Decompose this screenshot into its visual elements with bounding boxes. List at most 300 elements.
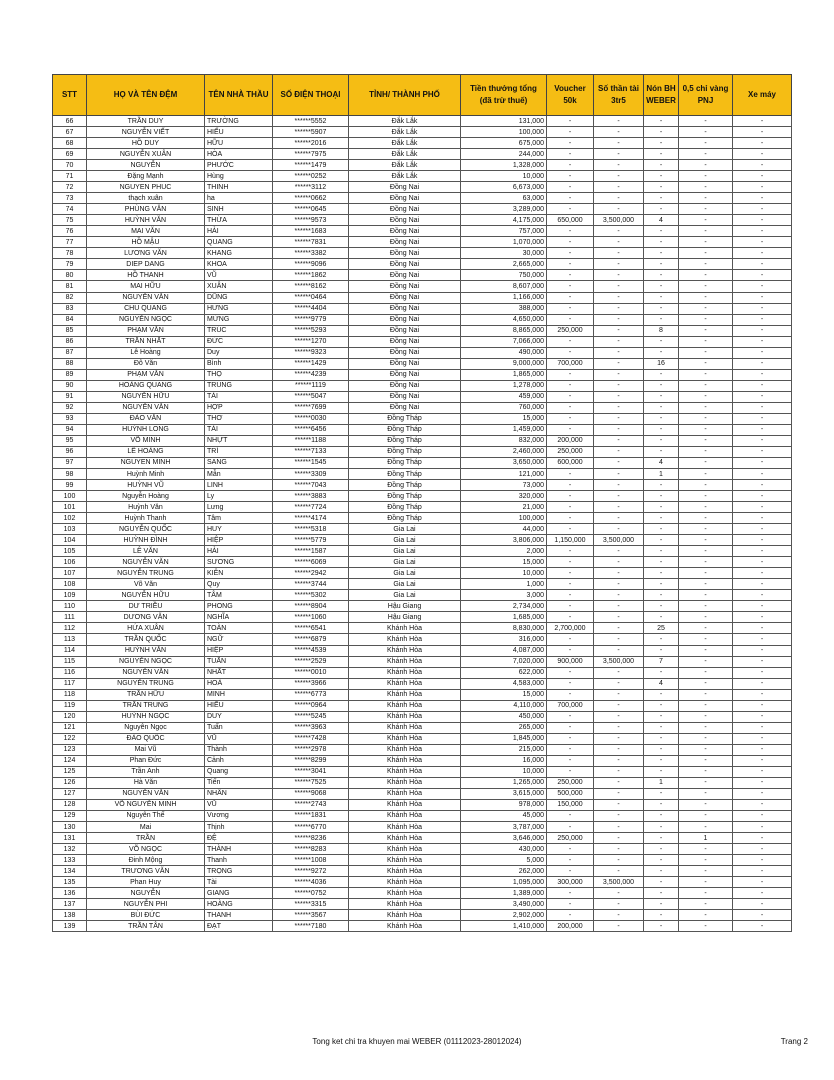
cell-name: TRẦN HỮU	[87, 689, 205, 700]
cell-motorbike: -	[733, 844, 792, 855]
cell-hat: -	[644, 788, 679, 799]
cell-province: Đồng Nai	[349, 369, 461, 380]
cell-stt: 82	[53, 292, 87, 303]
cell-total: 8,830,000	[461, 623, 547, 634]
cell-gold: -	[679, 524, 733, 535]
cell-total: 450,000	[461, 711, 547, 722]
cell-total: 3,289,000	[461, 204, 547, 215]
cell-voucher: -	[547, 722, 594, 733]
cell-gold: -	[679, 435, 733, 446]
cell-contractor: NHỰT	[205, 435, 273, 446]
cell-contractor: HOÀNG	[205, 899, 273, 910]
cell-name: Huỳnh Thanh	[87, 513, 205, 524]
cell-total: 3,490,000	[461, 899, 547, 910]
cell-phone: ******1862	[273, 270, 349, 281]
table-row	[53, 524, 792, 535]
cell-hat: -	[644, 204, 679, 215]
cell-phone: ******3567	[273, 910, 349, 921]
cell-motorbike: -	[733, 204, 792, 215]
cell-card: -	[594, 799, 644, 810]
cell-contractor: Cảnh	[205, 755, 273, 766]
cell-contractor: KIÊN	[205, 568, 273, 579]
cell-phone: ******1188	[273, 435, 349, 446]
cell-name: Phan Đức	[87, 755, 205, 766]
table-row	[53, 656, 792, 667]
cell-contractor: Lưng	[205, 502, 273, 513]
cell-contractor: Tuấn	[205, 722, 273, 733]
cell-province: Đồng Tháp	[349, 480, 461, 491]
cell-card: -	[594, 204, 644, 215]
cell-phone: ******0252	[273, 171, 349, 182]
cell-card: -	[594, 689, 644, 700]
cell-voucher: -	[547, 590, 594, 601]
cell-voucher: -	[547, 733, 594, 744]
cell-province: Gia Lai	[349, 579, 461, 590]
table-row	[53, 645, 792, 656]
cell-motorbike: -	[733, 413, 792, 424]
cell-total: 4,650,000	[461, 314, 547, 325]
cell-total: 2,902,000	[461, 910, 547, 921]
table-row	[53, 502, 792, 513]
cell-card: -	[594, 612, 644, 623]
cell-total: 3,787,000	[461, 822, 547, 833]
cell-gold: -	[679, 469, 733, 480]
cell-province: Đồng Nai	[349, 391, 461, 402]
cell-gold: -	[679, 303, 733, 314]
cell-hat: -	[644, 182, 679, 193]
cell-card: -	[594, 833, 644, 844]
cell-stt: 125	[53, 766, 87, 777]
cell-name: HUỲNH VĂN	[87, 645, 205, 656]
cell-total: 1,328,000	[461, 160, 547, 171]
cell-province: Khánh Hòa	[349, 656, 461, 667]
cell-phone: ******1683	[273, 226, 349, 237]
cell-voucher: 2,700,000	[547, 623, 594, 634]
cell-total: 3,615,000	[461, 788, 547, 799]
cell-gold: -	[679, 667, 733, 678]
cell-voucher: -	[547, 237, 594, 248]
cell-motorbike: -	[733, 270, 792, 281]
cell-province: Đắk Lắk	[349, 160, 461, 171]
cell-hat: -	[644, 810, 679, 821]
cell-gold: -	[679, 138, 733, 149]
cell-contractor: PHONG	[205, 601, 273, 612]
cell-stt: 112	[53, 623, 87, 634]
cell-card: -	[594, 557, 644, 568]
cell-total: 21,000	[461, 502, 547, 513]
cell-stt: 76	[53, 226, 87, 237]
cell-contractor: KHANG	[205, 248, 273, 259]
cell-stt: 131	[53, 833, 87, 844]
cell-contractor: THỌ	[205, 369, 273, 380]
table-row	[53, 546, 792, 557]
cell-contractor: TÀI	[205, 391, 273, 402]
col-header-voucher	[547, 75, 594, 116]
cell-voucher: -	[547, 766, 594, 777]
cell-card: -	[594, 138, 644, 149]
cell-total: 45,000	[461, 810, 547, 821]
cell-hat: -	[644, 193, 679, 204]
table-row	[53, 391, 792, 402]
cell-phone: ******7831	[273, 237, 349, 248]
cell-motorbike: -	[733, 314, 792, 325]
cell-contractor: THINH	[205, 182, 273, 193]
cell-province: Khánh Hòa	[349, 678, 461, 689]
cell-name: NGUYEN PHUC	[87, 182, 205, 193]
cell-motorbike: -	[733, 855, 792, 866]
cell-voucher: -	[547, 347, 594, 358]
cell-phone: ******2942	[273, 568, 349, 579]
cell-hat: -	[644, 590, 679, 601]
cell-stt: 85	[53, 325, 87, 336]
cell-hat: -	[644, 380, 679, 391]
cell-province: Gia Lai	[349, 568, 461, 579]
cell-total: 215,000	[461, 744, 547, 755]
cell-card: -	[594, 347, 644, 358]
cell-stt: 79	[53, 259, 87, 270]
cell-voucher: -	[547, 424, 594, 435]
cell-gold: -	[679, 656, 733, 667]
cell-phone: ******1545	[273, 457, 349, 468]
cell-hat: -	[644, 347, 679, 358]
cell-gold: -	[679, 347, 733, 358]
cell-stt: 106	[53, 557, 87, 568]
cell-card: -	[594, 788, 644, 799]
cell-total: 100,000	[461, 127, 547, 138]
cell-name: thạch xuân	[87, 193, 205, 204]
cell-gold: -	[679, 733, 733, 744]
cell-stt: 120	[53, 711, 87, 722]
cell-gold: -	[679, 546, 733, 557]
cell-motorbike: -	[733, 568, 792, 579]
cell-gold: -	[679, 822, 733, 833]
cell-total: 978,000	[461, 799, 547, 810]
cell-card: -	[594, 480, 644, 491]
cell-phone: ******3112	[273, 182, 349, 193]
cell-total: 15,000	[461, 689, 547, 700]
cell-motorbike: -	[733, 259, 792, 270]
cell-province: Khánh Hòa	[349, 799, 461, 810]
cell-gold: -	[679, 204, 733, 215]
cell-contractor: TRÚC	[205, 325, 273, 336]
cell-card: -	[594, 402, 644, 413]
cell-gold: -	[679, 380, 733, 391]
cell-total: 10,000	[461, 171, 547, 182]
cell-name: Đỗ Văn	[87, 358, 205, 369]
cell-stt: 73	[53, 193, 87, 204]
cell-motorbike: -	[733, 226, 792, 237]
cell-total: 2,460,000	[461, 446, 547, 457]
cell-total: 8,865,000	[461, 325, 547, 336]
cell-card: -	[594, 645, 644, 656]
cell-contractor: Quy	[205, 579, 273, 590]
cell-province: Đồng Nai	[349, 336, 461, 347]
cell-contractor: NHÂN	[205, 788, 273, 799]
cell-motorbike: -	[733, 755, 792, 766]
cell-province: Khánh Hòa	[349, 855, 461, 866]
table-row	[53, 888, 792, 899]
cell-card: -	[594, 568, 644, 579]
cell-total: 2,665,000	[461, 259, 547, 270]
table-row	[53, 402, 792, 413]
cell-contractor: VŨ	[205, 799, 273, 810]
cell-phone: ******3744	[273, 579, 349, 590]
cell-hat: -	[644, 855, 679, 866]
cell-voucher: -	[547, 292, 594, 303]
cell-name: Võ Văn	[87, 579, 205, 590]
cell-province: Đồng Nai	[349, 204, 461, 215]
cell-province: Đồng Nai	[349, 380, 461, 391]
cell-card: -	[594, 623, 644, 634]
cell-contractor: ha	[205, 193, 273, 204]
cell-phone: ******3883	[273, 491, 349, 502]
cell-voucher: -	[547, 149, 594, 160]
cell-voucher: -	[547, 645, 594, 656]
cell-stt: 122	[53, 733, 87, 744]
cell-hat: -	[644, 899, 679, 910]
cell-motorbike: -	[733, 358, 792, 369]
cell-hat: -	[644, 722, 679, 733]
cell-stt: 86	[53, 336, 87, 347]
cell-phone: ******7724	[273, 502, 349, 513]
col-header-voucher-line1: Voucher	[554, 84, 586, 93]
cell-name: VÕ MINH	[87, 435, 205, 446]
cell-hat: -	[644, 281, 679, 292]
cell-total: 1,845,000	[461, 733, 547, 744]
cell-hat: 8	[644, 325, 679, 336]
cell-voucher: -	[547, 380, 594, 391]
cell-motorbike: -	[733, 347, 792, 358]
cell-name: TRẦN QUỐC	[87, 634, 205, 645]
cell-name: NGUYỄN VĂN	[87, 788, 205, 799]
cell-voucher: -	[547, 513, 594, 524]
cell-phone: ******9573	[273, 215, 349, 226]
cell-voucher: 300,000	[547, 877, 594, 888]
cell-province: Khánh Hòa	[349, 700, 461, 711]
cell-gold: -	[679, 855, 733, 866]
cell-motorbike: -	[733, 391, 792, 402]
cell-phone: ******1587	[273, 546, 349, 557]
cell-card: -	[594, 336, 644, 347]
cell-stt: 138	[53, 910, 87, 921]
cell-phone: ******4539	[273, 645, 349, 656]
table-row	[53, 469, 792, 480]
cell-province: Khánh Hòa	[349, 888, 461, 899]
cell-gold: -	[679, 391, 733, 402]
cell-card: 3,500,000	[594, 535, 644, 546]
cell-gold: -	[679, 612, 733, 623]
cell-phone: ******9096	[273, 259, 349, 270]
cell-voucher: -	[547, 844, 594, 855]
cell-card: -	[594, 711, 644, 722]
cell-stt: 96	[53, 446, 87, 457]
cell-name: BÙI ĐỨC	[87, 910, 205, 921]
cell-contractor: HIỆP	[205, 535, 273, 546]
cell-phone: ******2529	[273, 656, 349, 667]
cell-contractor: ĐỆ	[205, 833, 273, 844]
cell-card: -	[594, 513, 644, 524]
cell-voucher: 150,000	[547, 799, 594, 810]
cell-motorbike: -	[733, 138, 792, 149]
cell-total: 757,000	[461, 226, 547, 237]
cell-name: MAI VĂN	[87, 226, 205, 237]
cell-motorbike: -	[733, 127, 792, 138]
cell-contractor: Bình	[205, 358, 273, 369]
cell-gold: -	[679, 788, 733, 799]
cell-gold: -	[679, 149, 733, 160]
cell-voucher: -	[547, 281, 594, 292]
cell-hat: -	[644, 513, 679, 524]
cell-phone: ******5318	[273, 524, 349, 535]
cell-stt: 77	[53, 237, 87, 248]
cell-stt: 84	[53, 314, 87, 325]
cell-phone: ******3963	[273, 722, 349, 733]
cell-total: 4,175,000	[461, 215, 547, 226]
cell-total: 1,685,000	[461, 612, 547, 623]
cell-motorbike: -	[733, 579, 792, 590]
cell-name: DIEP DANG	[87, 259, 205, 270]
cell-total: 30,000	[461, 248, 547, 259]
cell-card: -	[594, 446, 644, 457]
cell-name: Huỳnh Minh	[87, 469, 205, 480]
cell-phone: ******8162	[273, 281, 349, 292]
cell-province: Khánh Hòa	[349, 877, 461, 888]
cell-voucher: 200,000	[547, 921, 594, 932]
col-header-gold-line2: PNJ	[697, 96, 714, 105]
cell-contractor: Tiến	[205, 777, 273, 788]
cell-hat: -	[644, 535, 679, 546]
cell-stt: 103	[53, 524, 87, 535]
cell-card: -	[594, 413, 644, 424]
cell-name: Mai	[87, 822, 205, 833]
cell-stt: 75	[53, 215, 87, 226]
cell-name: HUỲNH NGỌC	[87, 711, 205, 722]
cell-total: 316,000	[461, 634, 547, 645]
cell-total: 1,459,000	[461, 424, 547, 435]
cell-stt: 83	[53, 303, 87, 314]
cell-stt: 70	[53, 160, 87, 171]
cell-province: Đắk Lắk	[349, 149, 461, 160]
cell-voucher: -	[547, 480, 594, 491]
table-row	[53, 226, 792, 237]
table-row	[53, 744, 792, 755]
cell-phone: ******8236	[273, 833, 349, 844]
table-row	[53, 855, 792, 866]
cell-province: Hậu Giang	[349, 612, 461, 623]
cell-province: Đồng Nai	[349, 237, 461, 248]
cell-contractor: SANG	[205, 457, 273, 468]
cell-gold: -	[679, 248, 733, 259]
cell-card: -	[594, 733, 644, 744]
cell-total: 131,000	[461, 116, 547, 127]
cell-motorbike: -	[733, 612, 792, 623]
cell-total: 244,000	[461, 149, 547, 160]
cell-phone: ******0964	[273, 700, 349, 711]
cell-motorbike: -	[733, 866, 792, 877]
table-row	[53, 149, 792, 160]
cell-gold: -	[679, 513, 733, 524]
cell-name: Hà Văn	[87, 777, 205, 788]
cell-name: MAI HỮU	[87, 281, 205, 292]
cell-hat: -	[644, 127, 679, 138]
cell-stt: 111	[53, 612, 87, 623]
cell-card: -	[594, 755, 644, 766]
col-header-motorbike: Xe máy	[733, 75, 792, 116]
table-row	[53, 182, 792, 193]
cell-hat: 7	[644, 656, 679, 667]
cell-gold: -	[679, 921, 733, 932]
cell-stt: 81	[53, 281, 87, 292]
cell-name: NGUYỄN VĂN	[87, 402, 205, 413]
cell-province: Đắk Lắk	[349, 171, 461, 182]
cell-phone: ******0010	[273, 667, 349, 678]
cell-total: 3,650,000	[461, 457, 547, 468]
cell-province: Đồng Tháp	[349, 457, 461, 468]
table-row	[53, 822, 792, 833]
cell-hat: -	[644, 524, 679, 535]
cell-phone: ******7043	[273, 480, 349, 491]
cell-motorbike: -	[733, 491, 792, 502]
cell-contractor: SƯƠNG	[205, 557, 273, 568]
cell-hat: -	[644, 733, 679, 744]
table-row	[53, 491, 792, 502]
cell-phone: ******1831	[273, 810, 349, 821]
cell-card: -	[594, 866, 644, 877]
cell-name: HỒ MẬU	[87, 237, 205, 248]
cell-motorbike: -	[733, 921, 792, 932]
cell-card: -	[594, 899, 644, 910]
cell-card: -	[594, 160, 644, 171]
cell-total: 1,070,000	[461, 237, 547, 248]
cell-stt: 104	[53, 535, 87, 546]
table-row	[53, 204, 792, 215]
cell-hat: 1	[644, 469, 679, 480]
cell-phone: ******7699	[273, 402, 349, 413]
table-row	[53, 910, 792, 921]
cell-voucher: -	[547, 502, 594, 513]
cell-stt: 114	[53, 645, 87, 656]
cell-card: -	[594, 325, 644, 336]
table-row	[53, 160, 792, 171]
cell-total: 2,000	[461, 546, 547, 557]
cell-name: Đinh Mộng	[87, 855, 205, 866]
cell-gold: -	[679, 259, 733, 270]
cell-total: 5,000	[461, 855, 547, 866]
cell-contractor: Hùng	[205, 171, 273, 182]
cell-card: -	[594, 910, 644, 921]
cell-stt: 87	[53, 347, 87, 358]
cell-stt: 117	[53, 678, 87, 689]
cell-gold: -	[679, 844, 733, 855]
cell-province: Khánh Hòa	[349, 733, 461, 744]
cell-motorbike: -	[733, 535, 792, 546]
table-row	[53, 127, 792, 138]
cell-contractor: HỢP	[205, 402, 273, 413]
cell-total: 4,087,000	[461, 645, 547, 656]
cell-phone: ******7133	[273, 446, 349, 457]
cell-card: -	[594, 634, 644, 645]
cell-phone: ******5047	[273, 391, 349, 402]
cell-voucher: -	[547, 744, 594, 755]
cell-total: 3,000	[461, 590, 547, 601]
cell-voucher: -	[547, 248, 594, 259]
cell-province: Khánh Hòa	[349, 744, 461, 755]
cell-total: 265,000	[461, 722, 547, 733]
cell-contractor: Tài	[205, 877, 273, 888]
cell-name: VÕ NGỌC	[87, 844, 205, 855]
cell-name: LƯƠNG VĂN	[87, 248, 205, 259]
cell-gold: -	[679, 910, 733, 921]
